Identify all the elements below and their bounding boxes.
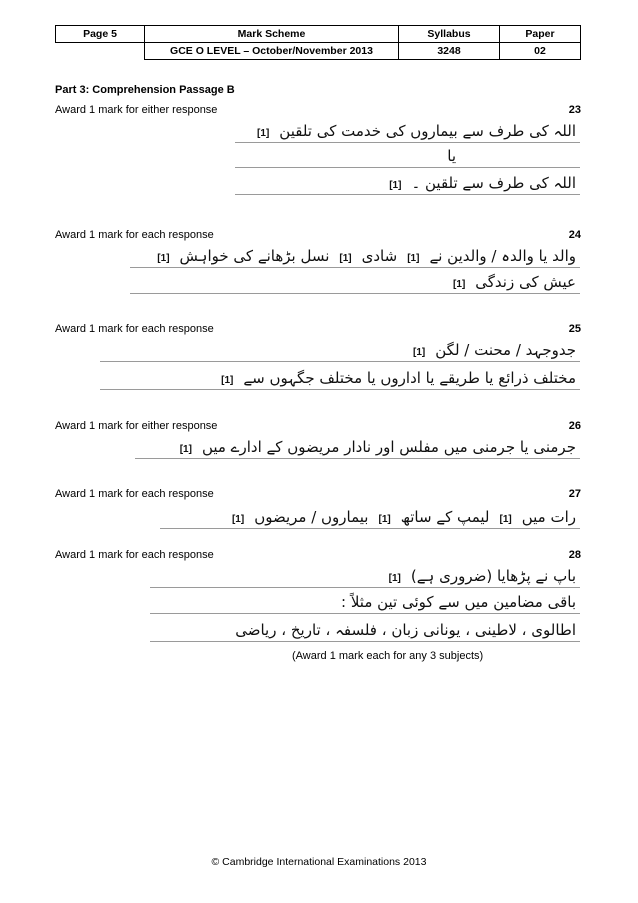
mark-tag: [1] (407, 253, 420, 264)
mark-tag: [1] (389, 180, 402, 191)
answer-line (130, 241, 580, 268)
question-instruction: Award 1 mark for each response (55, 549, 214, 561)
answer-line (100, 363, 580, 390)
question-number: 28 (568, 549, 581, 561)
question-number: 26 (568, 420, 581, 432)
answer-text: اطالوی ، لاطینی ، یونانی زبان ، فلسفہ ، تاریخ ، ریاضی (235, 621, 576, 639)
mark-tag: [1] (499, 514, 512, 525)
answer-text: مختلف ذرائع یا طریقے یا اداروں یا مختلف جگہوں سے (243, 369, 576, 387)
answer-text: بیماروں / مریضوں (254, 508, 369, 526)
question-23 (55, 104, 581, 214)
answer-line (235, 116, 580, 143)
syllabus-label: Syllabus (399, 26, 500, 43)
answer-line (130, 267, 580, 294)
mark-tag: [1] (257, 128, 270, 139)
answer-line (150, 587, 580, 614)
answer-text: باپ نے پڑھایا (ضروری ہے) (410, 567, 576, 585)
mark-tag: [1] (378, 514, 391, 525)
answer-text: جرمنی یا جرمنی میں مفلس اور نادار مریضوں کے ادارے میں (201, 438, 576, 456)
question-25 (55, 323, 581, 393)
mark-tag: [1] (221, 375, 234, 386)
mark-tag: [1] (413, 347, 426, 358)
page-number: Page 5 (56, 26, 145, 43)
answer-text: رات میں (521, 508, 576, 526)
mark-tag: [1] (157, 253, 170, 264)
answer-text: شادی (361, 247, 398, 265)
answer-text: جدوجہد / محنت / لگن (435, 341, 576, 359)
question-number: 25 (568, 323, 581, 335)
syllabus-code: 3248 (399, 43, 500, 60)
answer-text: عیش کی زندگی (475, 273, 576, 291)
mark-tag: [1] (339, 253, 352, 264)
answer-line (135, 432, 580, 459)
mark-tag: [1] (231, 514, 245, 525)
question-instruction: Award 1 mark for each response (55, 323, 214, 335)
answer-line (100, 335, 580, 362)
answer-line (235, 168, 580, 195)
answer-text: والد یا والدہ / والدین نے (429, 247, 576, 265)
mark-tag: [1] (179, 444, 192, 455)
answer-text: یا (447, 147, 456, 165)
answer-line (150, 561, 580, 588)
question-27 (55, 488, 581, 533)
mark-tag: [1] (388, 573, 401, 584)
question-instruction: Award 1 mark for either response (55, 104, 218, 116)
question-number: 27 (568, 488, 581, 500)
answer-text: نسل بڑھانے کی خواہش (179, 247, 330, 265)
copyright-footer: © Cambridge International Examinations 2013 (211, 856, 427, 868)
exam-level: GCE O LEVEL – October/November 2013 (145, 43, 399, 60)
answer-text: اللہ کی طرف سے بیماروں کی خدمت کی تلقین (279, 122, 576, 140)
answer-text: اللہ کی طرف سے تلقین ۔ (411, 174, 576, 192)
paper-code: 02 (500, 43, 581, 60)
question-instruction: Award 1 mark for each response (55, 229, 214, 241)
answer-line (235, 142, 580, 168)
question-26 (55, 420, 581, 465)
question-number: 24 (568, 229, 581, 241)
mark-scheme-title: Mark Scheme (145, 26, 399, 43)
answer-text: باقی مضامین میں سے کوئی تین مثلاً : (341, 593, 576, 611)
answer-line (150, 615, 580, 642)
blank-cell (56, 43, 145, 60)
question-instruction: Award 1 mark for either response (55, 420, 218, 432)
question-28 (55, 549, 581, 649)
header-table (55, 25, 581, 60)
paper-label: Paper (500, 26, 581, 43)
answer-line (160, 502, 580, 529)
question-instruction: Award 1 mark for each response (55, 488, 214, 500)
marking-note: (Award 1 mark each for any 3 subjects) (292, 650, 484, 662)
answer-text: لیمپ کے ساتھ (400, 508, 490, 526)
question-number: 23 (568, 104, 581, 116)
part-title: Part 3: Comprehension Passage B (55, 84, 235, 96)
mark-tag: [1] (453, 279, 466, 290)
question-24 (55, 229, 581, 299)
